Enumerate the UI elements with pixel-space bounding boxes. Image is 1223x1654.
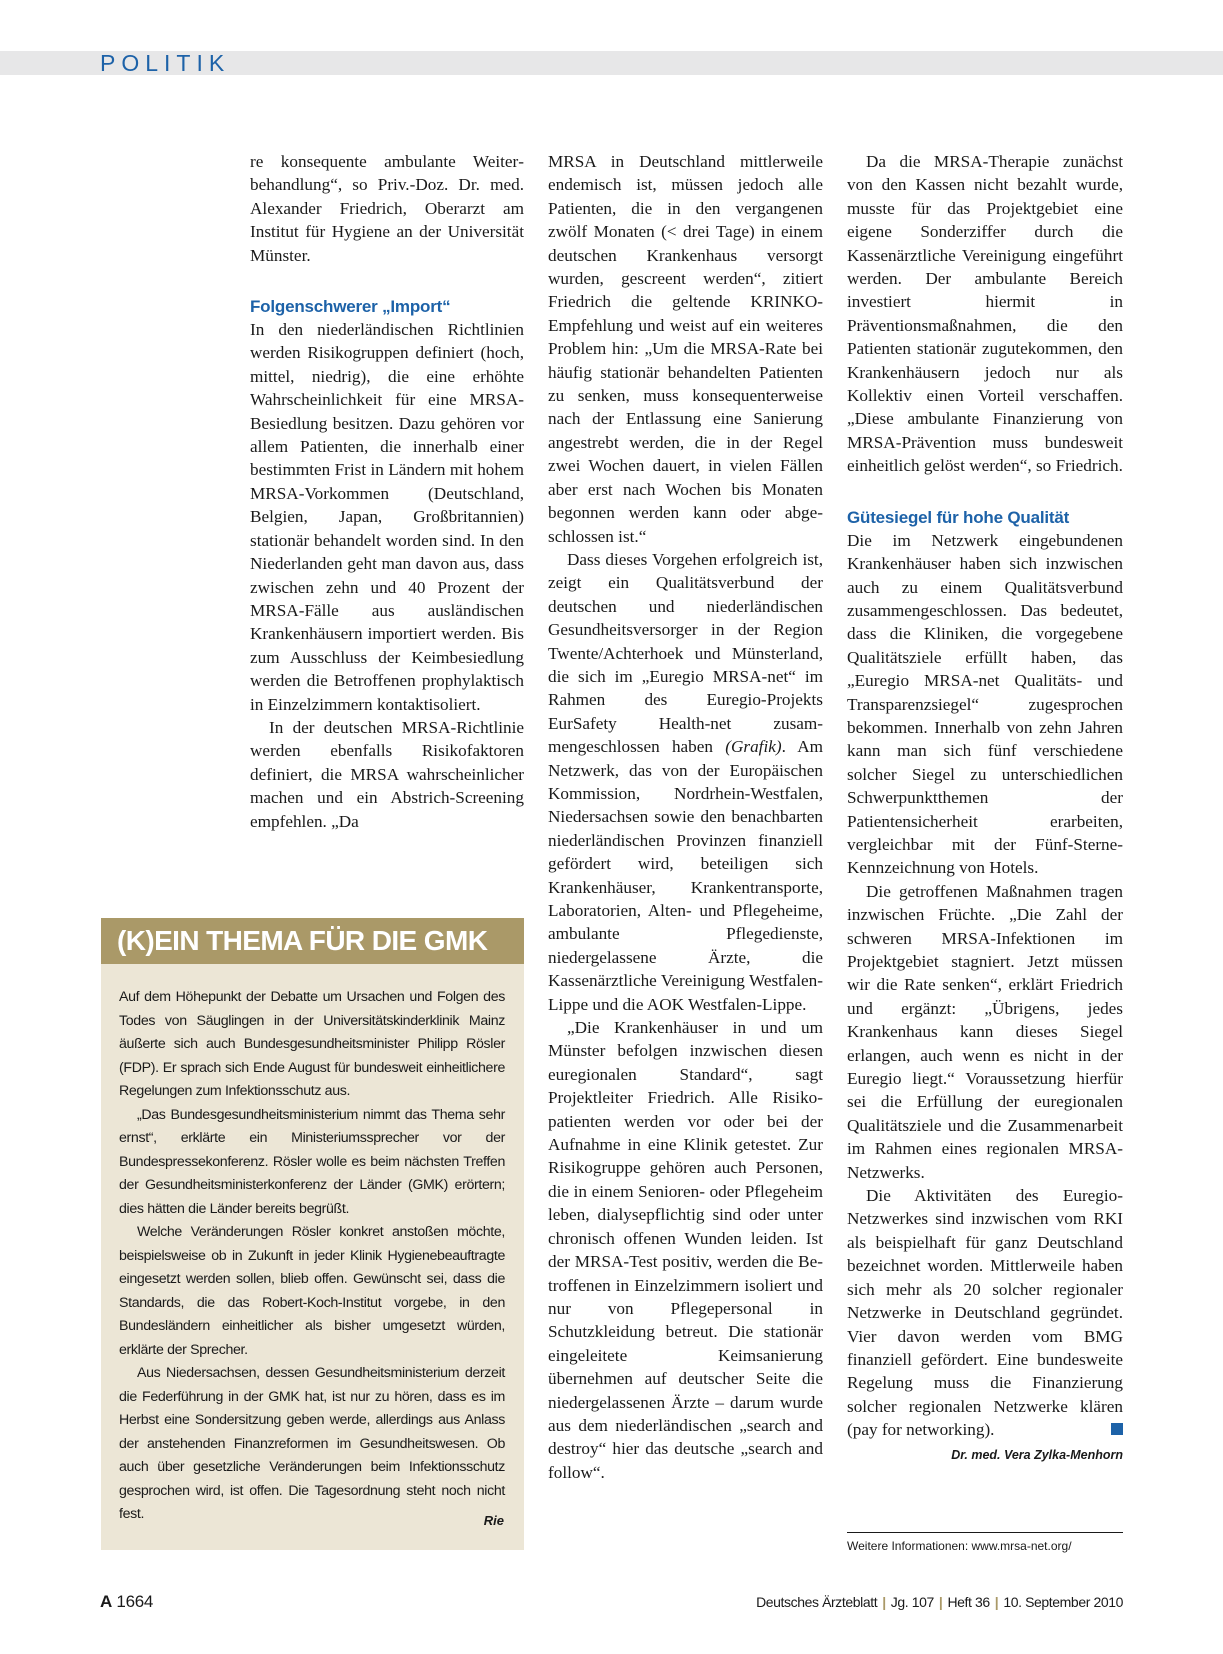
section-label: POLITIK xyxy=(100,50,231,76)
box-signature: Rie xyxy=(483,1513,504,1528)
text-run: Dass dieses Vorgehen erfolgreich ist, zeigt ein Qualitätsverbund der deutschen und niederländischen Gesundheitsversorger in der Region Twente/Achterhoek und Münsterland, die sich im „Euregio MRSA-net“ im Rahmen des Euregio-Projekts EurSafety Health-net zusammengeschlossen haben xyxy=(548,549,823,757)
journal-name: Deutsches Ärzteblatt xyxy=(756,1594,878,1610)
subheading-import: Folgenschwerer „Import“ xyxy=(250,297,451,317)
page-prefix: A xyxy=(100,1592,112,1611)
end-square-icon xyxy=(1111,1423,1123,1435)
paragraph: Da die MRSA-Therapie zunächst von den Kassen nicht bezahlt wurde, musste für das Projektgebiet eine eigene Sonderziffer durch die Kassenärztliche Vereinigung eingeführt werden. Der ambulante Bereich investiert hiermit in Präventionsmaßnahmen, die den Patienten stationär zugutekommen, den Krankenhäusern jedoch nur als Kollektiv einen Vorteil verschaffen. „Diese ambulante Finanzierung von MRSA-Prävention muss bundesweit einheitlich gelöst werden“, so Friedrich. xyxy=(847,152,1123,476)
sidebar-box xyxy=(101,918,524,1550)
journal-date: 10. September 2010 xyxy=(1003,1594,1123,1610)
box-paragraph: Auf dem Höhepunkt der Debatte um Ursachen und Folgen des Todes von Säuglingen in der Universitätskinderklinik Mainz äußerte sich auch Bundesgesundheitsminister Philipp Rösler (FDP). Er sprach sich Ende August für bundesweit einheitlichere Regelungen zum Infektionsschutz aus. xyxy=(119,989,505,1099)
paragraph: In der deutschen MRSA-Richtlinie werden ebenfalls Risikofaktoren definiert, die MRSA wahrscheinlicher machen und ein Abstrich-Screening empfehlen. „Da xyxy=(250,717,524,831)
footer-separator: | xyxy=(994,1594,999,1610)
paragraph: re konsequente ambulante Weiterbehandlung“, so Priv.-Doz. Dr. med. Alexander Friedrich, Oberarzt am Institut für Hygiene an der Universität Münster. xyxy=(250,152,524,265)
box-header xyxy=(101,918,524,964)
paragraph: Die im Netzwerk eingebundenen Krankenhäuser haben sich inzwischen auch zu einem Qualitätsverbund zusammengeschlossen. Das bedeutet, dass die Kliniken, die vorgegebene Qualitätsziele erfüllt haben, das „Euregio MRSA-net Qualitäts- und Transparenzsiegel“ zugesprochen bekommen. Innerhalb von zehn Jahren kann man sich fünf verschiedene solcher Siegel zu unterschiedlichen Schwerpunktthemen der Patientensicherheit erarbeiten, vergleichbar mit der Fünf-Sterne-Kennzeichnung von Hotels. xyxy=(847,530,1123,878)
subheading-guetesiegel: Gütesiegel für hohe Qualität xyxy=(847,507,1070,527)
box-paragraph: Aus Niedersachsen, dessen Gesundheitsministerium derzeit die Federführung in der GMK hat, ist nur zu hören, dass es im Herbst eine Sondersitzung geben werde, allerdings aus Anlass der anstehenden Finanzreformen im Gesundheitswesen. Ob auch über gesetzliche Veränderungen beim Infektionsschutz gesprochen wird, ist offen. Die Tagesordnung steht noch nicht fest. xyxy=(119,1365,505,1522)
paragraph: In den niederländischen Richtlinien werden Risikogruppen definiert (hoch, mittel, niedrig), die eine erhöhte Wahrscheinlichkeit für eine MRSA-Besiedlung besitzen. Dazu gehören vor allem Patienten, die innerhalb einer bestimmten Frist in Ländern mit hohem MRSA-Vorkommen (Deutschland, Belgien, Japan, Großbritannien) stationär behandelt worden sind. In den Niederlanden geht man davon aus, dass zwischen zehn und 40 Prozent der MRSA-Fälle aus ausländischen Krankenhäusern importiert werden. Bis zum Ausschluss der Keimbesiedlung werden die Betroffenen prophylaktisch in Einzelzimmern kontaktisoliert. xyxy=(250,320,524,714)
footer-separator: | xyxy=(882,1594,886,1610)
footer-separator: | xyxy=(938,1594,943,1610)
more-info-link[interactable]: Weitere Informationen: www.mrsa-net.org/ xyxy=(847,1539,1072,1553)
page-number xyxy=(100,1590,153,1614)
article-column-1 xyxy=(250,150,524,833)
divider xyxy=(847,1532,1123,1533)
page-number-value: 1664 xyxy=(116,1592,154,1611)
box-paragraph: „Das Bundesgesundheitsministerium nimmt das Thema sehr ernst“, erklärte ein Ministeriumssprecher vor der Bundespressekonferenz. Rösler wolle es beim nächsten Treffen der Gesundheitsministerkonferenz der Länder (GMK) erörtern; dies hätten die Länder bereits begrüßt. xyxy=(119,1106,505,1217)
figure-reference: (Grafik) xyxy=(725,737,782,757)
author-byline: Dr. med. Vera Zylka-Menhorn xyxy=(951,1447,1123,1462)
paragraph xyxy=(548,548,823,1016)
article-column-2 xyxy=(548,150,823,1484)
text-run: Die Aktivitäten des Euregio-Netzwerkes sind inzwischen vom RKI als beispielhaft für ganz Deutschland bezeichnet worden. Mittlerweile haben sich mehr als 20 solcher regionaler Netzwerke in Deutschland gegründet. Vier davon werden vom BMG finanziell gefördert. Eine bundesweite Regelung muss die Finanzierung solcher regionalen Netzwerke klären (pay for networking). xyxy=(847,1186,1123,1440)
box-paragraph: Welche Veränderungen Rösler konkret anstoßen möchte, beispielsweise ob in Zukunft in jeder Klinik Hygienebeauftragte eingesetzt werden sollen, blieb offen. Gewünscht sei, dass die Standards, die das Robert-Koch-Institut vorgebe, in den Bundesländern einheitlicher als bisher umgesetzt würden, erklärte der Sprecher. xyxy=(119,1224,505,1358)
paragraph xyxy=(847,1184,1123,1441)
box-title: (K)EIN THEMA FÜR DIE GMK xyxy=(117,925,488,956)
journal-issue: Heft 36 xyxy=(947,1594,990,1610)
text-run: . Am Netzwerk, das von der Europäischen Kommission, Nordrhein-Westfalen, Niedersachsen sowie den benachbarten niederländischen Provinzen finanziell gefördert wird, beteiligen sich Krankenhäuser, Krankentransporte, Laboratorien, Alten- und Pflegeheime, ambulante Pflegedienste, niedergelassene Ärzte, die Kassenärztliche Vereinigung Westfalen-Lippe und die AOK Westfalen-Lippe. xyxy=(548,737,823,1014)
article-column-3 xyxy=(847,150,1123,1466)
journal-volume: Jg. 107 xyxy=(890,1594,934,1610)
paragraph: Die getroffenen Maßnahmen tragen inzwischen Früchte. „Die Zahl der schweren MRSA-Infektionen im Projektgebiet stagniert. Jetzt müssen wir die Rate senken“, erklärt Friedrich und ergänzt: „Übrigens, jedes Krankenhaus kann dieses Siegel erlangen, auch wenn es nicht in der Euregio liegt.“ Voraussetzung hierfür sei die Erfüllung der euregionalen Qualitätsziele und die Zusammenarbeit im Rahmen eines regionalen MRSA-Netzwerks. xyxy=(847,881,1123,1182)
box-body xyxy=(119,986,505,1527)
journal-footer xyxy=(756,1592,1123,1612)
paragraph: MRSA in Deutschland mittlerweile endemisch ist, müssen jedoch alle Patienten, die in den vergangenen zwölf Monaten (< drei Tage) in einem deutschen Krankenhaus versorgt wurden, gescreent werden“, zitiert Friedrich die geltende KRINKO-Empfehlung und weist auf ein weiteres Problem hin: „Um die MRSA-Rate bei häufig stationär behandelten Patienten zu senken, muss konsequenterweise nach der Entlassung eine Sanierung angestrebt werden, die in der Regel zwei Wochen dauert, in vielen Fällen aber erst nach Wochen bis Monaten begonnen werden kann oder abgeschlossen ist.“ xyxy=(548,152,823,546)
paragraph: „Die Krankenhäuser in und um Münster befolgen inzwischen diesen euregionalen Standard“, sagt Projektleiter Friedrich. Alle Risikopatienten werden vor oder bei der Aufnahme in eine Klinik getestet. Zur Risikogruppe gehören auch Personen, die in einem Senioren- oder Pflegeheim leben, dialysepflichtig sind oder unter chronisch offenen Wunden leiden. Ist der MRSA-Test positiv, werden die Betroffenen in Einzelzimmern isoliert und nur von Pflegepersonal in Schutzkleidung betreut. Die stationär eingeleitete Keimsanierung übernehmen auf deutscher Seite die niedergelassenen Ärzte – darum wurde aus dem niederländischen „search and destroy“ hier das deutsche „search and follow“. xyxy=(548,1018,823,1482)
